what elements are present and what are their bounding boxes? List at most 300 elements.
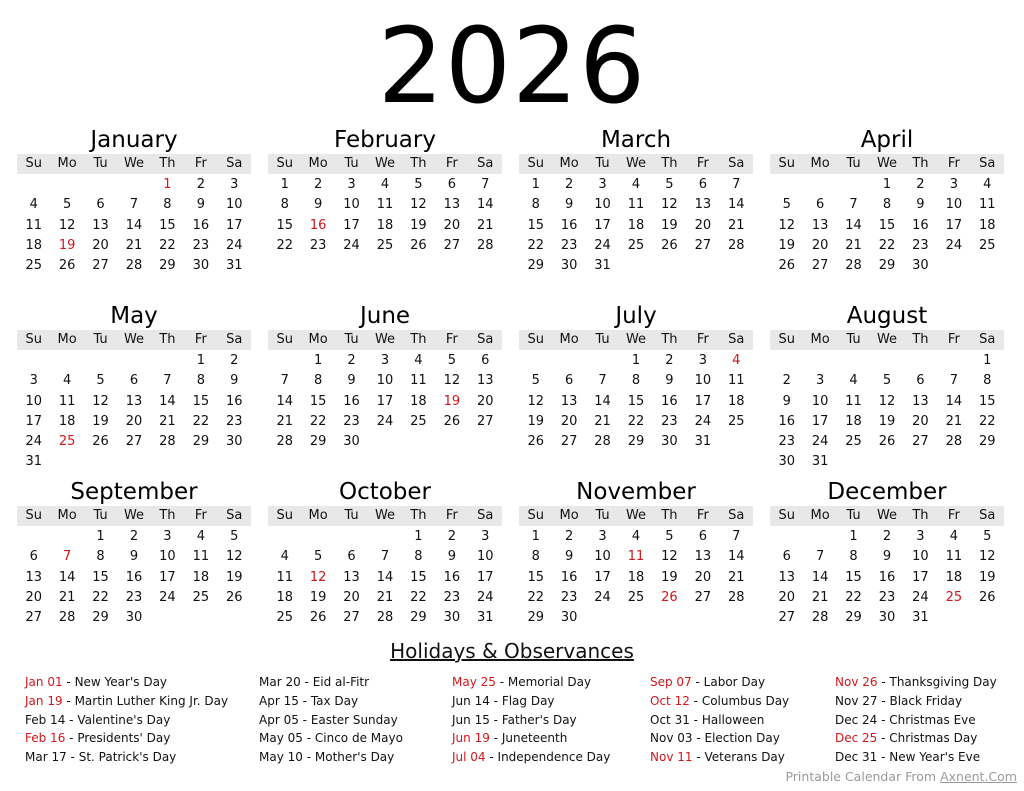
day-cell: 11 <box>979 197 996 213</box>
day-cell: 7 <box>163 373 172 389</box>
empty-cell <box>17 175 50 195</box>
weekday-label: We <box>876 508 898 523</box>
holiday-date: Mar 20 <box>259 675 301 689</box>
weekday-header <box>268 154 502 174</box>
day-cell: 29 <box>627 434 645 450</box>
day-grid <box>268 175 502 256</box>
day-cell: 26 <box>527 434 544 450</box>
weekday-label: Mo <box>559 508 579 523</box>
day-cell: 16 <box>560 569 578 585</box>
day-cell: 28 <box>376 610 394 626</box>
weekday-label: Th <box>159 332 176 347</box>
weekday-label: Tu <box>595 332 610 347</box>
month-october <box>268 478 502 628</box>
day-cell: 21 <box>845 237 862 253</box>
day-cell: 11 <box>410 373 427 389</box>
day-cell: 12 <box>226 549 243 565</box>
empty-cell <box>151 351 184 371</box>
day-cell: 6 <box>698 529 707 544</box>
weekday-label: Fr <box>194 508 207 523</box>
weekday-label: Sa <box>477 156 494 171</box>
empty-cell <box>17 527 50 547</box>
day-cell: 24 <box>477 589 494 605</box>
day-cell: 20 <box>694 569 712 585</box>
weekday-label: Fr <box>947 508 960 523</box>
holiday-item <box>650 729 789 748</box>
day-cell: 22 <box>627 413 645 429</box>
holiday-name: Labor Day <box>703 675 766 689</box>
day-cell: 29 <box>527 258 544 274</box>
day-cell: 5 <box>882 373 892 389</box>
day-cell: 2 <box>564 177 574 192</box>
day-cell: 1 <box>96 529 105 544</box>
day-cell: 17 <box>594 217 611 233</box>
holiday-date: Mar 17 <box>25 750 67 765</box>
day-cell: 28 <box>276 434 293 450</box>
day-cell: 10 <box>694 373 712 389</box>
day-cell: 11 <box>845 393 862 409</box>
holiday-name: Father's Day <box>501 712 577 727</box>
day-cell: 18 <box>25 237 42 253</box>
day-cell: 21 <box>58 589 76 605</box>
day-cell: 3 <box>949 177 958 192</box>
holiday-date: Feb 14 <box>25 712 66 727</box>
empty-cell <box>803 175 836 195</box>
day-cell: 24 <box>343 237 360 253</box>
month-may <box>17 302 251 473</box>
day-cell: 8 <box>531 549 540 565</box>
day-cell: 25 <box>728 413 745 429</box>
day-cell: 2 <box>665 353 674 368</box>
day-cell: 4 <box>631 177 641 192</box>
month-name: March <box>600 127 672 153</box>
day-cell: 13 <box>694 549 712 565</box>
day-cell: 22 <box>527 237 544 253</box>
day-cell: 1 <box>313 353 323 368</box>
day-cell: 27 <box>912 434 929 450</box>
day-cell: 10 <box>376 373 394 389</box>
weekday-label: We <box>374 332 396 347</box>
day-cell: 11 <box>627 197 645 213</box>
day-cell: 14 <box>594 393 611 409</box>
weekday-label: We <box>123 156 145 171</box>
day-grid <box>17 527 251 628</box>
day-cell: 17 <box>477 569 494 585</box>
day-cell: 7 <box>732 177 741 192</box>
day-cell: 11 <box>376 197 394 213</box>
weekday-label: Tu <box>344 508 359 523</box>
holidays-title: Holidays & Observances <box>390 639 634 663</box>
day-cell: 7 <box>598 373 607 389</box>
month-name: August <box>846 303 928 329</box>
day-cell: 15 <box>527 569 544 585</box>
day-cell: 29 <box>527 610 544 626</box>
empty-cell <box>837 351 870 371</box>
holiday-item <box>835 748 997 767</box>
day-cell: 8 <box>414 549 423 565</box>
day-cell: 23 <box>343 413 360 429</box>
weekday-label: Fr <box>445 508 458 523</box>
weekday-label: Sa <box>728 332 745 347</box>
holiday-item <box>25 673 228 692</box>
holiday-separator: - <box>302 750 315 765</box>
holiday-column <box>259 673 403 767</box>
day-cell: 20 <box>25 589 42 605</box>
day-cell: 1 <box>531 529 540 544</box>
holiday-separator: - <box>691 675 704 689</box>
day-cell: 11 <box>276 569 293 585</box>
holiday-separator: - <box>689 693 702 708</box>
day-cell: 4 <box>849 373 858 389</box>
day-cell: 16 <box>226 393 243 409</box>
day-cell: 24 <box>376 413 394 429</box>
empty-cell <box>770 527 803 547</box>
day-cell: 20 <box>778 589 795 605</box>
day-cell: 29 <box>410 610 427 626</box>
weekday-label: Tu <box>595 156 610 171</box>
day-cell: 29 <box>845 610 862 626</box>
day-cell: 27 <box>778 610 795 626</box>
holiday-name: Cinco de Mayo <box>314 731 403 746</box>
empty-cell <box>586 351 619 371</box>
holiday-item <box>259 729 403 748</box>
weekday-label: Mo <box>810 332 830 347</box>
weekday-label: Tu <box>344 156 359 171</box>
day-cell: 3 <box>163 529 172 544</box>
weekday-label: Mo <box>57 332 77 347</box>
holiday-item <box>452 673 610 692</box>
day-cell: 13 <box>125 393 143 409</box>
empty-cell <box>117 351 150 371</box>
holiday-separator: - <box>489 712 502 727</box>
weekday-label: Th <box>912 508 929 523</box>
weekday-label: Tu <box>846 508 861 523</box>
day-cell: 15 <box>159 217 176 233</box>
day-cell: 12 <box>58 217 76 233</box>
day-cell: 26 <box>661 237 678 253</box>
day-cell: 6 <box>698 177 707 192</box>
empty-cell <box>770 175 803 195</box>
weekday-label: Fr <box>947 156 960 171</box>
weekday-label: We <box>625 156 647 171</box>
day-cell: 15 <box>845 569 862 585</box>
day-cell: 23 <box>560 589 578 605</box>
day-cell: 8 <box>531 197 540 213</box>
day-cell: 30 <box>778 454 795 470</box>
day-cell: 21 <box>376 589 394 605</box>
day-cell: 25 <box>979 237 996 253</box>
day-cell: 5 <box>96 373 105 389</box>
day-cell: 28 <box>477 237 494 253</box>
day-cell: 21 <box>811 589 829 605</box>
holiday-separator: - <box>877 731 890 746</box>
day-cell: 25 <box>276 610 293 626</box>
day-cell: 14 <box>276 393 293 409</box>
day-cell: 19 <box>309 589 327 605</box>
holiday-name: Memorial Day <box>507 675 592 689</box>
day-grid <box>770 351 1004 473</box>
weekday-label: Mo <box>559 332 579 347</box>
weekday-label: Sa <box>979 156 996 171</box>
day-cell: 16 <box>443 569 461 585</box>
weekday-label: We <box>625 332 647 347</box>
holiday-date: Oct 12 <box>650 693 690 708</box>
day-cell: 29 <box>309 434 327 450</box>
month-name: November <box>576 479 696 505</box>
weekday-label: Tu <box>93 332 108 347</box>
holiday-item <box>25 729 228 748</box>
holiday-date: Jan 19 <box>25 693 63 708</box>
day-cell: 8 <box>882 197 892 213</box>
day-cell: 26 <box>92 434 109 450</box>
day-cell: 4 <box>949 529 958 544</box>
holiday-name: Juneteenth <box>501 731 568 746</box>
weekday-label: We <box>123 332 145 347</box>
day-cell: 15 <box>276 217 293 233</box>
day-cell: 27 <box>25 610 42 626</box>
holiday-item <box>259 673 403 692</box>
day-cell: 29 <box>878 258 896 274</box>
day-cell: 16 <box>661 393 678 409</box>
holiday-separator: - <box>65 731 78 746</box>
day-cell: 30 <box>125 610 143 626</box>
weekday-header <box>519 330 753 350</box>
day-cell: 7 <box>732 529 741 544</box>
day-cell: 9 <box>447 549 456 565</box>
empty-cell <box>301 527 334 547</box>
holiday-date: Nov 11 <box>650 750 693 765</box>
weekday-label: Su <box>778 508 795 523</box>
month-name: July <box>615 303 657 329</box>
day-cell: 24 <box>226 237 243 253</box>
day-cell: 26 <box>410 237 427 253</box>
day-cell: 24 <box>159 589 176 605</box>
holiday-separator: - <box>877 750 890 765</box>
day-cell: 17 <box>811 413 829 429</box>
day-cell: 31 <box>477 610 494 626</box>
day-cell: 18 <box>979 217 996 233</box>
day-cell: 19 <box>226 569 243 585</box>
day-cell: 4 <box>732 353 741 368</box>
day-cell: 22 <box>159 237 176 253</box>
empty-cell <box>803 527 836 547</box>
weekday-label: We <box>374 508 396 523</box>
weekday-label: Sa <box>979 508 996 523</box>
month-name: September <box>70 479 198 505</box>
day-cell: 9 <box>916 197 925 213</box>
holiday-column <box>452 673 610 767</box>
empty-cell <box>837 175 870 195</box>
day-grid <box>268 351 502 452</box>
holiday-name: Valentine's Day <box>77 712 171 727</box>
day-cell: 23 <box>309 237 327 253</box>
day-cell: 30 <box>443 610 461 626</box>
holiday-date: Apr 15 <box>259 693 299 708</box>
day-cell: 15 <box>527 217 544 233</box>
day-cell: 24 <box>594 589 611 605</box>
day-cell: 23 <box>778 434 795 450</box>
holiday-date: Sep 07 <box>650 675 692 689</box>
weekday-label: Sa <box>226 156 243 171</box>
day-cell: 24 <box>912 589 929 605</box>
day-cell: 3 <box>481 529 490 544</box>
day-cell: 22 <box>845 589 862 605</box>
day-cell: 10 <box>945 197 963 213</box>
day-cell: 22 <box>192 413 210 429</box>
day-cell: 1 <box>531 177 540 192</box>
day-cell: 27 <box>694 589 712 605</box>
day-cell: 11 <box>25 217 42 233</box>
holiday-item <box>835 692 997 711</box>
weekday-header <box>770 330 1004 350</box>
day-cell: 17 <box>912 569 929 585</box>
day-cell: 20 <box>343 589 360 605</box>
weekday-label: Su <box>778 332 795 347</box>
day-cell: 15 <box>979 393 996 409</box>
holiday-item <box>650 673 789 692</box>
weekday-label: Mo <box>810 156 830 171</box>
day-cell: 15 <box>92 569 109 585</box>
holiday-name: Christmas Day <box>889 731 978 746</box>
day-cell: 19 <box>527 413 544 429</box>
month-name: May <box>110 303 158 329</box>
holiday-name: New Year's Day <box>74 675 168 689</box>
holiday-item <box>25 748 228 767</box>
day-cell: 6 <box>447 177 456 192</box>
day-cell: 20 <box>92 237 109 253</box>
weekday-label: Th <box>912 332 929 347</box>
weekday-label: Mo <box>559 156 579 171</box>
empty-cell <box>50 527 83 547</box>
empty-cell <box>84 175 117 195</box>
day-cell: 19 <box>878 413 896 429</box>
holiday-name: Independence Day <box>497 750 611 765</box>
holiday-item <box>452 692 610 711</box>
day-cell: 10 <box>811 393 829 409</box>
day-cell: 17 <box>945 217 963 233</box>
day-cell: 9 <box>230 373 239 389</box>
day-cell: 12 <box>878 393 896 409</box>
day-cell: 7 <box>849 197 858 213</box>
holiday-date: Oct 31 <box>650 712 690 727</box>
month-february <box>268 126 502 256</box>
day-cell: 1 <box>280 177 289 192</box>
day-cell: 24 <box>811 434 829 450</box>
day-cell: 17 <box>25 413 42 429</box>
day-cell: 19 <box>58 237 76 253</box>
day-grid <box>17 351 251 473</box>
day-cell: 4 <box>631 529 641 544</box>
day-cell: 27 <box>560 434 578 450</box>
footer-link[interactable]: Axnent.Com <box>940 769 1017 784</box>
day-cell: 7 <box>129 197 139 213</box>
holiday-separator: - <box>298 693 311 708</box>
day-cell: 4 <box>380 177 390 192</box>
day-cell: 31 <box>594 258 611 274</box>
holiday-name: Columbus Day <box>701 693 790 708</box>
day-cell: 30 <box>192 258 210 274</box>
day-cell: 21 <box>276 413 293 429</box>
holiday-date: May 25 <box>452 675 496 689</box>
day-cell: 24 <box>25 434 42 450</box>
day-cell: 28 <box>728 237 745 253</box>
month-name: February <box>334 127 436 153</box>
day-cell: 26 <box>226 589 243 605</box>
holiday-name: New Year's Eve <box>889 750 981 765</box>
day-cell: 9 <box>347 373 356 389</box>
day-cell: 15 <box>627 393 645 409</box>
weekday-label: Mo <box>308 508 328 523</box>
day-cell: 27 <box>477 413 494 429</box>
weekday-label: Th <box>159 156 176 171</box>
day-cell: 27 <box>811 258 829 274</box>
day-cell: 5 <box>782 197 791 213</box>
day-cell: 3 <box>380 353 390 368</box>
holiday-date: Jun 15 <box>452 712 490 727</box>
day-cell: 22 <box>92 589 109 605</box>
day-grid <box>268 527 502 628</box>
day-cell: 2 <box>347 353 356 368</box>
weekday-label: Th <box>410 156 427 171</box>
day-cell: 2 <box>313 177 323 192</box>
day-cell: 3 <box>347 177 356 192</box>
day-cell: 10 <box>343 197 360 213</box>
day-cell: 24 <box>694 413 712 429</box>
empty-cell <box>368 527 401 547</box>
day-cell: 10 <box>159 549 176 565</box>
day-cell: 6 <box>96 197 105 213</box>
day-cell: 26 <box>443 413 461 429</box>
holiday-separator: - <box>877 693 890 708</box>
day-cell: 26 <box>778 258 795 274</box>
day-cell: 4 <box>29 197 38 213</box>
day-cell: 12 <box>309 569 327 585</box>
day-cell: 21 <box>945 413 963 429</box>
day-cell: 27 <box>443 237 461 253</box>
holiday-separator: - <box>485 750 498 765</box>
day-cell: 19 <box>410 217 427 233</box>
day-cell: 16 <box>560 217 578 233</box>
day-cell: 18 <box>627 569 645 585</box>
day-cell: 18 <box>410 393 427 409</box>
weekday-label: Tu <box>93 156 108 171</box>
day-cell: 6 <box>129 373 139 389</box>
day-cell: 9 <box>882 549 892 565</box>
day-cell: 8 <box>983 373 992 389</box>
day-cell: 10 <box>25 393 42 409</box>
day-cell: 21 <box>728 217 745 233</box>
holiday-column <box>835 673 997 767</box>
day-cell: 14 <box>58 569 76 585</box>
day-cell: 17 <box>343 217 360 233</box>
day-grid <box>519 351 753 452</box>
day-cell: 10 <box>594 197 611 213</box>
day-cell: 22 <box>309 413 327 429</box>
day-cell: 14 <box>477 197 494 213</box>
day-cell: 28 <box>125 258 143 274</box>
month-name: December <box>827 479 947 505</box>
day-cell: 30 <box>661 434 678 450</box>
holiday-name: Eid al-Fitr <box>312 675 370 689</box>
weekday-label: Mo <box>57 508 77 523</box>
day-cell: 8 <box>849 549 858 565</box>
day-cell: 29 <box>192 434 210 450</box>
day-cell: 7 <box>380 549 390 565</box>
day-cell: 27 <box>125 434 143 450</box>
weekday-label: Fr <box>445 332 458 347</box>
day-grid <box>519 175 753 276</box>
day-cell: 13 <box>477 373 494 389</box>
